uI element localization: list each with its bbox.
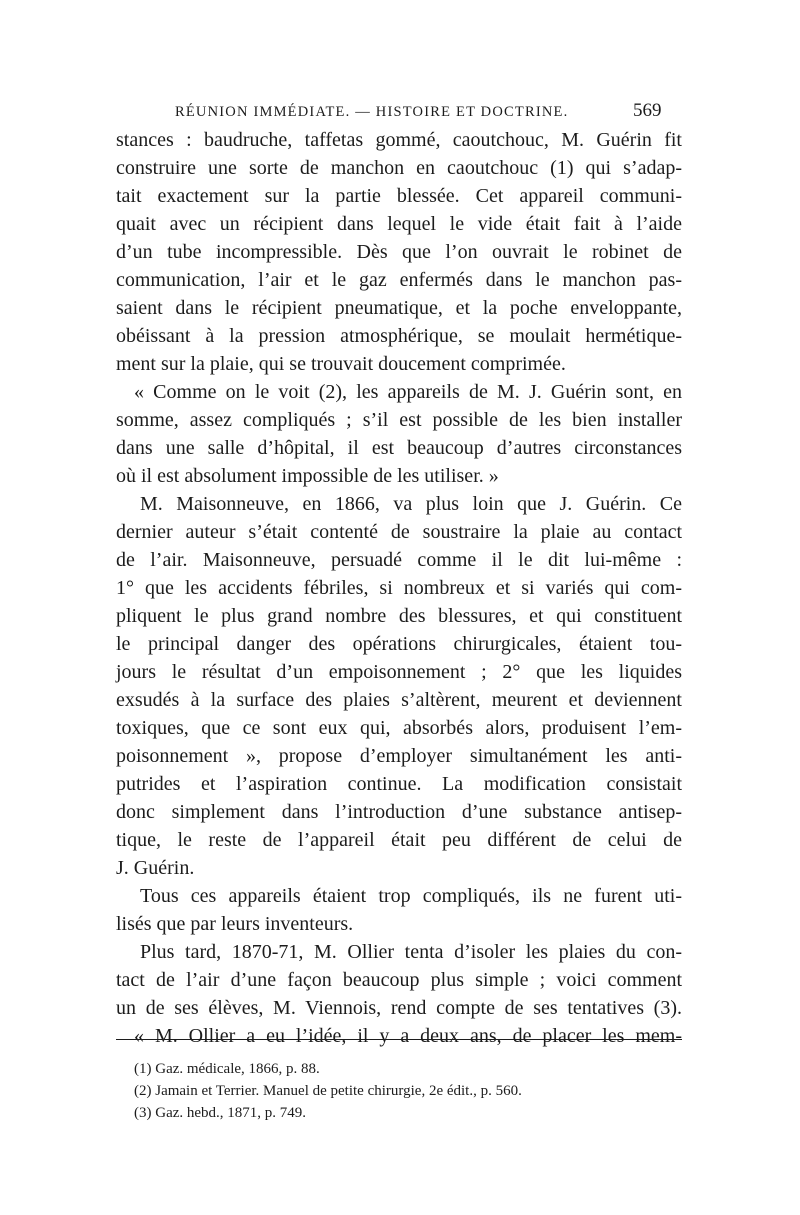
text-line: dans une salle d’hôpital, il est beaucoup d’autres circonstances xyxy=(116,437,682,459)
footnote: (2) Jamain et Terrier. Manuel de petite chirurgie, 2e édit., p. 560. xyxy=(134,1083,522,1099)
text-line: lisés que par leurs inventeurs. xyxy=(116,913,354,935)
footnotes xyxy=(134,1058,682,1124)
text-line: quait avec un récipient dans lequel le vide était fait à l’aide xyxy=(116,213,682,235)
text-line: exsudés à la surface des plaies s’altèrent, meurent et deviennent xyxy=(116,689,682,711)
text-line: saient dans le récipient pneumatique, et la poche enveloppante, xyxy=(116,297,682,319)
text-line: « M. Ollier a eu l’idée, il y a deux ans, de placer les mem- xyxy=(134,1025,682,1047)
running-title: RÉUNION IMMÉDIATE. — HISTOIRE ET DOCTRINE. xyxy=(175,104,569,120)
text-line: Plus tard, 1870-71, M. Ollier tenta d’isoler les plaies du con- xyxy=(140,941,682,963)
body-text xyxy=(116,126,682,1050)
text-line: 1° que les accidents fébriles, si nombreux et si variés qui com- xyxy=(116,577,682,599)
text-line: dernier auteur s’était contenté de soustraire la plaie au contact xyxy=(116,521,682,543)
text-line: M. Maisonneuve, en 1866, va plus loin que J. Guérin. Ce xyxy=(140,493,682,515)
text-line: putrides et l’aspiration continue. La modification consistait xyxy=(116,773,682,795)
text-line: le principal danger des opérations chirurgicales, étaient tou- xyxy=(116,633,682,655)
text-line: de l’air. Maisonneuve, persuadé comme il le dit lui-même : xyxy=(116,549,682,571)
text-line: ment sur la plaie, qui se trouvait doucement comprimée. xyxy=(116,353,566,375)
text-line: stances : baudruche, taffetas gommé, caoutchouc, M. Guérin fit xyxy=(116,129,682,151)
text-line: un de ses élèves, M. Viennois, rend compte de ses tentatives (3). xyxy=(116,997,682,1019)
text-line: poisonnement », propose d’employer simultanément les anti- xyxy=(116,745,682,767)
text-line: donc simplement dans l’introduction d’une substance antisep- xyxy=(116,801,682,823)
text-line: Tous ces appareils étaient trop compliqués, ils ne furent uti- xyxy=(140,885,682,907)
text-line: communication, l’air et le gaz enfermés dans le manchon pas- xyxy=(116,269,682,291)
text-line: toxiques, que ce sont eux qui, absorbés alors, produisent l’em- xyxy=(116,717,682,739)
text-line: somme, assez compliqués ; s’il est possible de les bien installer xyxy=(116,409,682,431)
text-line: d’un tube incompressible. Dès que l’on ouvrait le robinet de xyxy=(116,241,682,263)
page-number: 569 xyxy=(633,100,662,121)
text-line: obéissant à la pression atmosphérique, se moulait hermétique- xyxy=(116,325,682,347)
text-line: construire une sorte de manchon en caoutchouc (1) qui s’adap- xyxy=(116,157,682,179)
text-line: où il est absolument impossible de les utiliser. » xyxy=(116,465,499,487)
footnote: (1) Gaz. médicale, 1866, p. 88. xyxy=(134,1061,320,1077)
footnote: (3) Gaz. hebd., 1871, p. 749. xyxy=(134,1105,307,1121)
text-line: jours le résultat d’un empoisonnement ; 2° que les liquides xyxy=(116,661,682,683)
text-line: pliquent le plus grand nombre des blessures, et qui constituent xyxy=(116,605,682,627)
text-line: tique, le reste de l’appareil était peu différent de celui de xyxy=(116,829,682,851)
text-line: tact de l’air d’une façon beaucoup plus simple ; voici comment xyxy=(116,969,682,991)
text-line: J. Guérin. xyxy=(116,857,195,879)
text-line: « Comme on le voit (2), les appareils de M. J. Guérin sont, en xyxy=(134,381,682,403)
footnote-divider xyxy=(116,1039,682,1040)
text-line: tait exactement sur la partie blessée. Cet appareil communi- xyxy=(116,185,682,207)
